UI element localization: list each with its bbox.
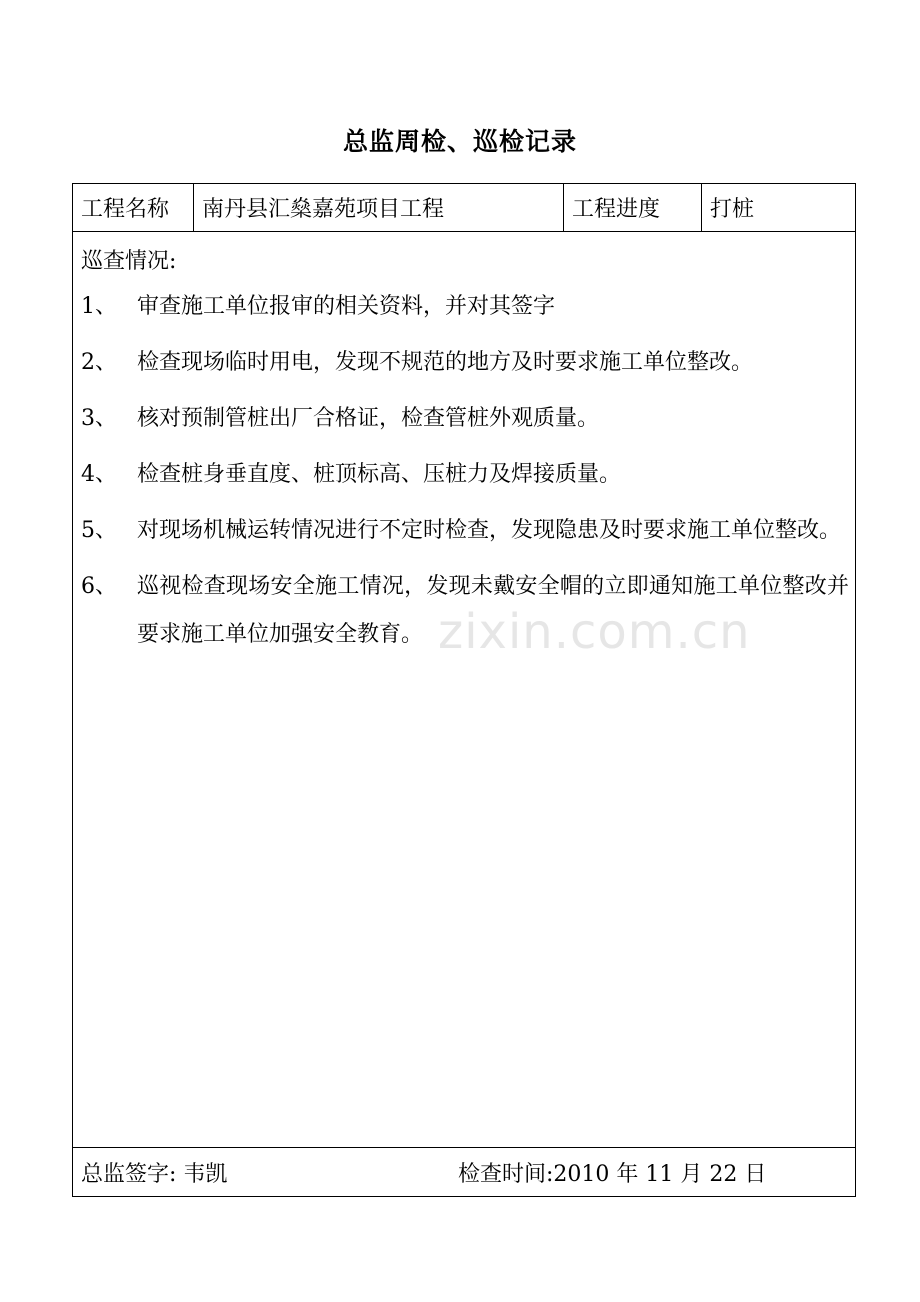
project-name-label: 工程名称 [73,184,194,232]
document-title: 总监周检、巡检记录 [342,127,577,156]
inspection-record-table [72,183,856,1197]
item-text: 检查现场临时用电，发现不规范的地方及时要求施工单位整改。 [137,350,754,375]
signature-block [81,1157,458,1188]
item-number: 4、 [81,462,117,487]
list-item [81,402,849,443]
inspection-row [73,232,856,1148]
item-text: 对现场机械运转情况进行不定时检查，发现隐患及时要求施工单位整改。 [137,518,842,543]
list-item [81,290,849,331]
signature-value: 韦凯 [183,1161,228,1187]
signature-label: 总监签字: [81,1161,177,1187]
item-number: 1、 [81,294,117,319]
progress-value: 打桩 [702,184,856,232]
item-number: 2、 [81,350,117,375]
date-label: 检查时间: [458,1161,554,1187]
item-text: 核对预制管桩出厂合格证，检查管桩外观质量。 [137,406,600,431]
list-item [81,514,849,555]
header-row [73,184,856,232]
date-value: 2010 年 11 月 22 日 [553,1161,767,1187]
list-item [81,570,849,659]
item-number: 3、 [81,406,117,431]
inspection-list [81,290,849,674]
item-number: 5、 [81,518,117,543]
inspection-label: 巡查情况: [81,249,177,274]
item-text: 检查桩身垂直度、桩顶标高、压桩力及焊接质量。 [137,462,622,487]
footer-cell [73,1148,856,1197]
project-name-value: 南丹县汇燊嘉苑项目工程 [194,184,564,232]
item-number: 6、 [81,574,117,599]
watermark: zixin.com.cn [438,604,751,660]
list-item [81,458,849,499]
inspection-cell [73,232,856,1148]
list-item [81,346,849,387]
footer-row [73,1148,856,1197]
item-text: 巡视检查现场安全施工情况，发现未戴安全帽的立即通知施工单位整改并要求施工单位加强安全教育。 [137,574,849,647]
progress-label: 工程进度 [564,184,702,232]
item-text: 审查施工单位报审的相关资料，并对其签字 [137,294,556,319]
